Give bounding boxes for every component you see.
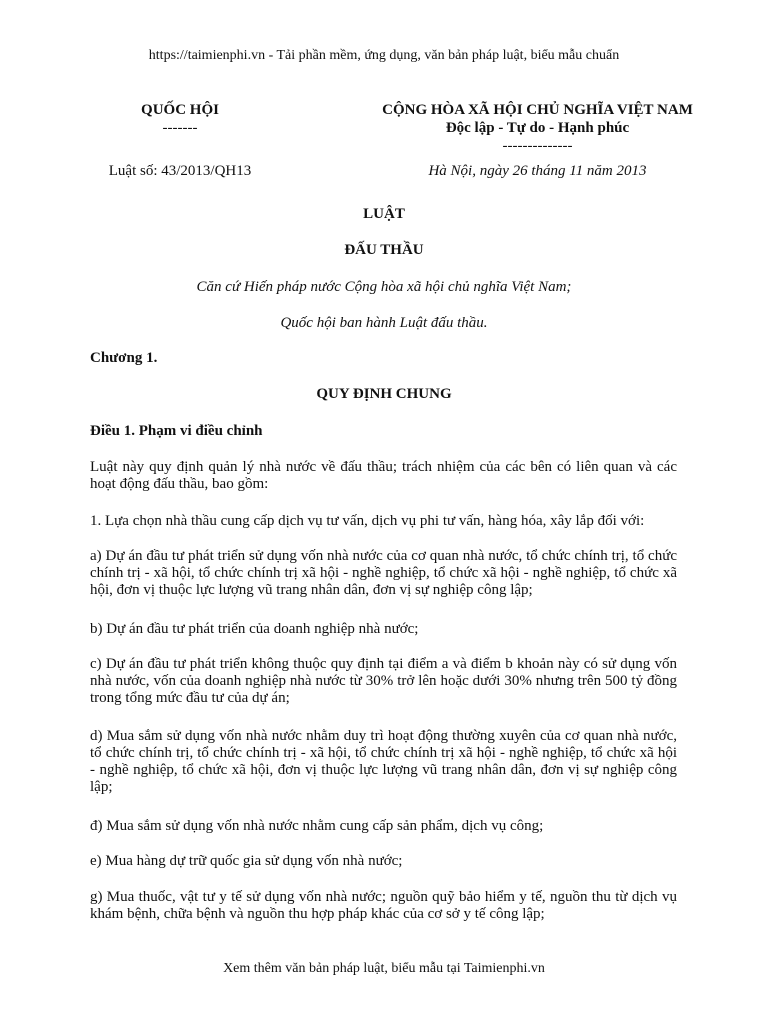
law-number: Luật số: 43/2013/QH13 — [108, 163, 252, 179]
document-type: LUẬT — [363, 206, 405, 222]
paragraph: đ) Mua sắm sử dụng vốn nhà nước nhằm cung cấp sản phẩm, dịch vụ công; — [90, 818, 544, 834]
footer-site-link[interactable]: Xem thêm văn bản pháp luật, biểu mẫu tại Taimienphi.vn — [223, 961, 545, 976]
document-title: ĐẤU THẦU — [344, 242, 424, 258]
paragraph: d) Mua sắm sử dụng vốn nhà nước nhằm duy trì hoạt động thường xuyên của cơ quan nhà nước, tổ chức chính trị, tổ chức chính trị - xã hội, tổ chức chính trị xã hội - nghề nghiệp, tổ chức xã hội - nghề nghiệp, tổ chức xã hội, đơn vị thuộc lực lượng vũ trang nhân dân, đơn vị sự nghiệp công lập; — [90, 728, 677, 795]
paragraph: c) Dự án đầu tư phát triển không thuộc quy định tại điểm a và điểm b khoản này có sử dụng vốn nhà nước, vốn của doanh nghiệp nhà nước từ 30% trở lên hoặc dưới 30% nhưng trên 500 tỷ đồng trong tổng mức đầu tư của dự án; — [90, 656, 677, 706]
legal-basis: Căn cứ Hiến pháp nước Cộng hòa xã hội chủ nghĩa Việt Nam; — [196, 279, 572, 295]
left-divider: ------- — [162, 120, 198, 136]
paragraph: b) Dự án đầu tư phát triển của doanh nghiệp nhà nước; — [90, 621, 419, 637]
place-and-date: Hà Nội, ngày 26 tháng 11 năm 2013 — [428, 163, 647, 179]
country-name: CỘNG HÒA XÃ HỘI CHỦ NGHĨA VIỆT NAM — [382, 102, 693, 118]
right-divider: -------------- — [502, 138, 573, 154]
paragraph: 1. Lựa chọn nhà thầu cung cấp dịch vụ tư vấn, dịch vụ phi tư vấn, hàng hóa, xây lắp đối với: — [90, 513, 645, 529]
paragraph: a) Dự án đầu tư phát triển sử dụng vốn nhà nước của cơ quan nhà nước, tổ chức chính trị, tổ chức chính trị - xã hội, tổ chức chính trị xã hội - nghề nghiệp, tổ chức xã hội - nghề nghiệp, tổ chức xã hội, đơn vị thuộc lực lượng vũ trang nhân dân, đơn vị sự nghiệp công lập; — [90, 548, 677, 598]
chapter-number: Chương 1. — [90, 350, 158, 366]
paragraph: g) Mua thuốc, vật tư y tế sử dụng vốn nhà nước; nguồn quỹ bảo hiểm y tế, nguồn thu từ dịch vụ khám bệnh, chữa bệnh và nguồn thu hợp pháp khác của cơ sở y tế công lập; — [90, 889, 677, 922]
national-motto: Độc lập - Tự do - Hạnh phúc — [445, 120, 630, 136]
paragraph: Luật này quy định quản lý nhà nước về đấu thầu; trách nhiệm của các bên có liên quan và các hoạt động đấu thầu, bao gồm: — [90, 459, 677, 492]
chapter-title: QUY ĐỊNH CHUNG — [316, 386, 452, 402]
enactment-statement: Quốc hội ban hành Luật đấu thầu. — [280, 315, 488, 331]
issuing-body: QUỐC HỘI — [141, 102, 219, 118]
article-title: Điều 1. Phạm vi điều chỉnh — [90, 423, 263, 439]
header-site-link[interactable]: https://taimienphi.vn - Tải phần mềm, ứng dụng, văn bản pháp luật, biểu mẫu chuẩn — [148, 48, 620, 63]
paragraph: e) Mua hàng dự trữ quốc gia sử dụng vốn nhà nước; — [90, 853, 403, 869]
